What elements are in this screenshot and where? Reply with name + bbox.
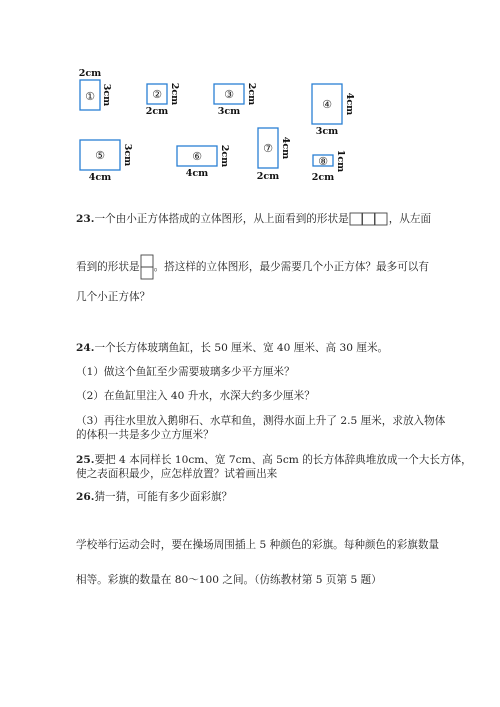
q26-para-1-text: 学校举行运动会时，要在操场周围插上 5 种颜色的彩旗。每种颜色的彩旗数量 — [76, 539, 440, 551]
shape-5-width: 4cm — [88, 172, 112, 183]
shape-7-label: ⑦ — [263, 142, 273, 155]
q24-number: 24. — [76, 342, 95, 354]
shape-8-width: 2cm — [311, 172, 335, 183]
shape-3-width: 3cm — [217, 106, 241, 117]
shape-1-width: 2cm — [78, 68, 102, 79]
shape-5 — [80, 140, 133, 183]
q23-line-3 — [76, 290, 150, 304]
shape-6-label: ⑥ — [192, 150, 202, 163]
shape-8 — [312, 150, 346, 183]
shape-1-label: ① — [85, 90, 95, 103]
q26-line-1 — [76, 490, 232, 504]
q26-para-2-text: 相等。彩旗的数量在 80～100 之间。（仿练教材第 5 页第 5 题） — [76, 574, 382, 586]
q23-text-5: 几个小正方体？ — [76, 291, 151, 303]
shape-3 — [214, 83, 257, 117]
q24-sub-3-text-b: 的体积一共是多少立方厘米？ — [76, 429, 214, 441]
shape-6 — [177, 145, 230, 179]
shape-1-height: 3cm — [101, 83, 112, 107]
shape-7-width: 2cm — [256, 171, 280, 182]
shape-8-label: ⑧ — [318, 155, 328, 168]
shape-1 — [79, 68, 112, 110]
q24-sub-2 — [76, 389, 315, 403]
shape-3-height: 2cm — [246, 82, 257, 106]
shape-4-width: 3cm — [315, 126, 339, 137]
q25-number: 25. — [76, 454, 95, 466]
shape-8-height: 1cm — [335, 149, 346, 173]
shape-7 — [257, 128, 291, 182]
q24-sub-3-text-a: （3）再往水里放入鹅卵石、水草和鱼，测得水面上升了 2.5 厘米，求放入物体 — [76, 415, 446, 427]
shape-5-label: ⑤ — [95, 149, 105, 162]
q25-text-1: 要把 4 本同样长 10cm、宽 7cm、高 5cm 的长方体辞典堆放成一个大长方体， — [94, 454, 472, 466]
q23-line-2 — [76, 254, 429, 280]
shape-3-label: ③ — [224, 88, 234, 101]
q23-text-4: 。搭这样的立体图形，最少需要几个小正方体？最多可以有 — [153, 261, 429, 273]
q24-sub-3-line-1 — [76, 414, 445, 428]
shape-2-height: 2cm — [169, 82, 180, 106]
q24-sub-1-text: （1）做这个鱼缸至少需要玻璃多少平方厘米？ — [76, 366, 295, 378]
shape-4-label: ④ — [322, 98, 332, 111]
q25-text-2: 使之表面积最少，应怎样放置？试着画出来 — [76, 468, 278, 480]
q26-text: 猜一猜，可能有多少面彩旗？ — [94, 491, 233, 503]
shape-2-width: 2cm — [145, 106, 169, 117]
shape-2 — [146, 83, 180, 117]
q23-text-2: ，从左面 — [388, 213, 432, 225]
shape-2-label: ② — [152, 88, 162, 101]
shape-4-height: 4cm — [344, 92, 355, 116]
shape-6-width: 4cm — [185, 168, 209, 179]
q26-number: 26. — [76, 491, 95, 503]
q26-para-2 — [76, 573, 382, 587]
shape-6-height: 2cm — [219, 144, 230, 168]
q24-text: 一个长方体玻璃鱼缸，长 50 厘米、宽 40 厘米、高 30 厘米。 — [94, 342, 389, 354]
q23-text-3: 看到的形状是 — [76, 261, 140, 273]
left-view-shape — [140, 254, 154, 280]
top-view-shape — [349, 212, 389, 226]
q24-line-1 — [76, 341, 388, 355]
q24-sub-3-line-2 — [76, 428, 214, 442]
q23-line-1 — [76, 212, 431, 226]
q25-line-1 — [76, 453, 472, 467]
q23-text-1: 一个由小正方体搭成的立体图形，从上面看到的形状是 — [94, 213, 349, 225]
q23-number: 23. — [76, 213, 95, 225]
q26-para-1 — [76, 538, 439, 552]
shape-4 — [312, 84, 355, 137]
shape-7-height: 4cm — [280, 136, 291, 160]
q24-sub-1 — [76, 365, 295, 379]
rectangles-figure — [0, 0, 500, 200]
q25-line-2 — [76, 467, 277, 481]
q24-sub-2-text: （2）在鱼缸里注入 40 升水，水深大约多少厘米？ — [76, 390, 315, 402]
shape-5-height: 3cm — [122, 143, 133, 167]
